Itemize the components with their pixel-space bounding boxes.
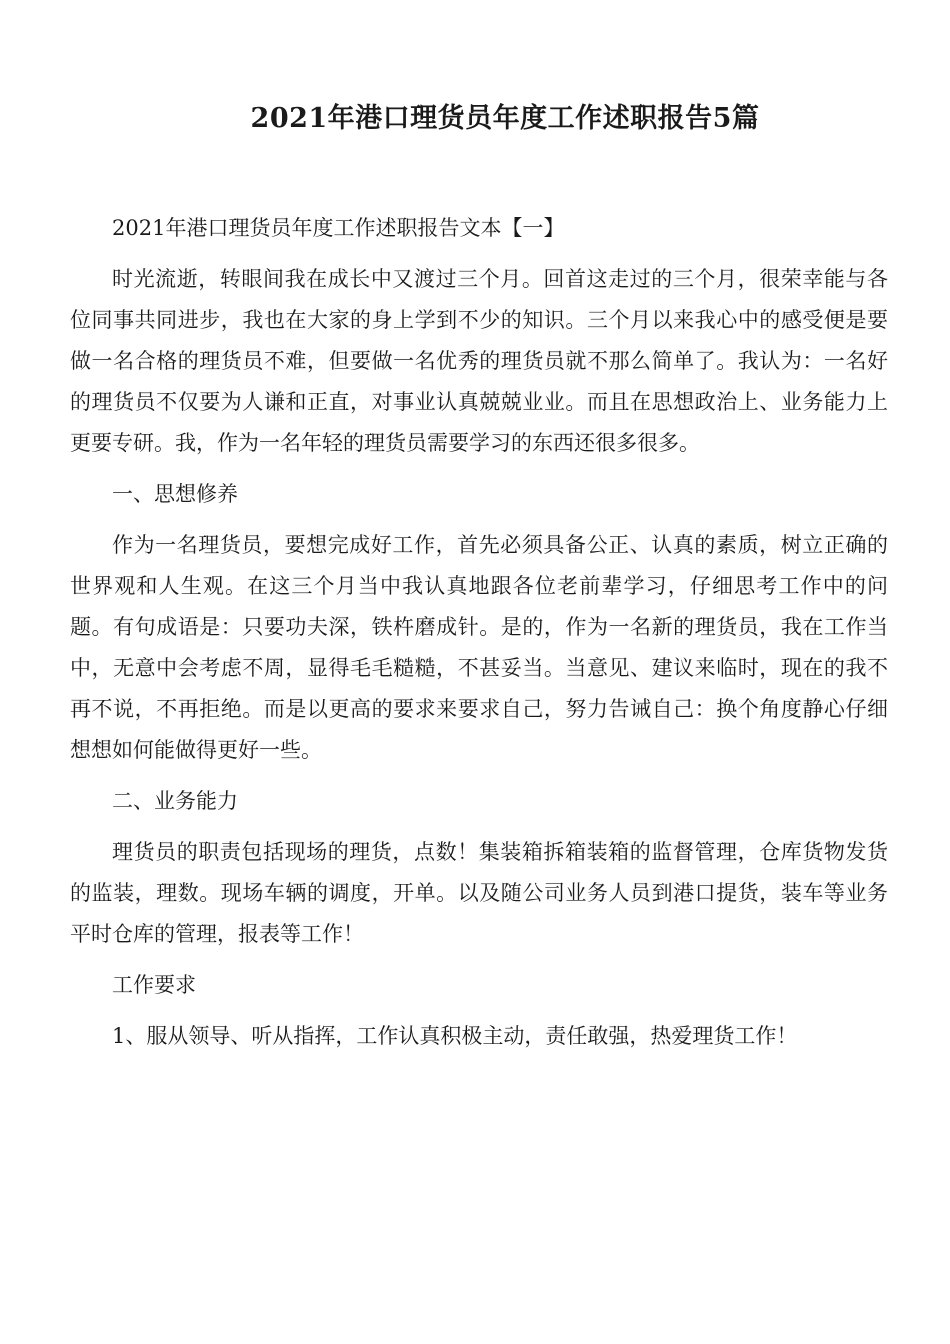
- paragraph-requirement-1: 1、服从领导、听从指挥，工作认真积极主动，责任敢强，热爱理货工作！: [112, 1024, 798, 1048]
- paragraph-ideology: 作为一名理货员，要想完成好工作，首先必须具备公正、认真的素质，树立正确的世界观和人生观。在这三个月当中我认真地跟各位老前辈学习，仔细思考工作中的问题。有句成语是：只要功夫深，铁杵磨成针。是的，作为一名新的理货员，我在工作当中，无意中会考虑不周，显得毛毛糙糙，不甚妥当。当意见、建议来临时，现在的我不再不说，不再拒绝。而是以更高的要求来要求自己，努力告诫自己：换个角度静心仔细想想如何能做得更好一些。: [70, 533, 888, 762]
- section-heading-ability: 二、业务能力: [112, 789, 238, 813]
- section-heading-requirements: 工作要求: [112, 973, 196, 997]
- document-title: 2021年港口理货员年度工作述职报告5篇: [250, 103, 760, 134]
- paragraph-intro: 时光流逝，转眼间我在成长中又渡过三个月。回首这走过的三个月，很荣幸能与各位同事共同进步，我也在大家的身上学到不少的知识。三个月以来我心中的感受便是要做一名合格的理货员不难，但要做一名优秀的理货员就不那么简单了。我认为：一名好的理货员不仅要为人谦和正直，对事业认真兢兢业业。而且在思想政治上、业务能力上更要专研。我，作为一名年轻的理货员需要学习的东西还很多很多。: [70, 267, 888, 455]
- document-body: [70, 208, 888, 1067]
- paragraph-ability: 理货员的职责包括现场的理货，点数！集装箱拆箱装箱的监督管理，仓库货物发货的监装，理数。现场车辆的调度，开单。以及随公司业务人员到港口提货，装车等业务平时仓库的管理，报表等工作！: [70, 840, 888, 946]
- section-heading-ideology: 一、思想修养: [112, 482, 238, 506]
- section-subtitle: 2021年港口理货员年度工作述职报告文本【一】: [112, 216, 565, 240]
